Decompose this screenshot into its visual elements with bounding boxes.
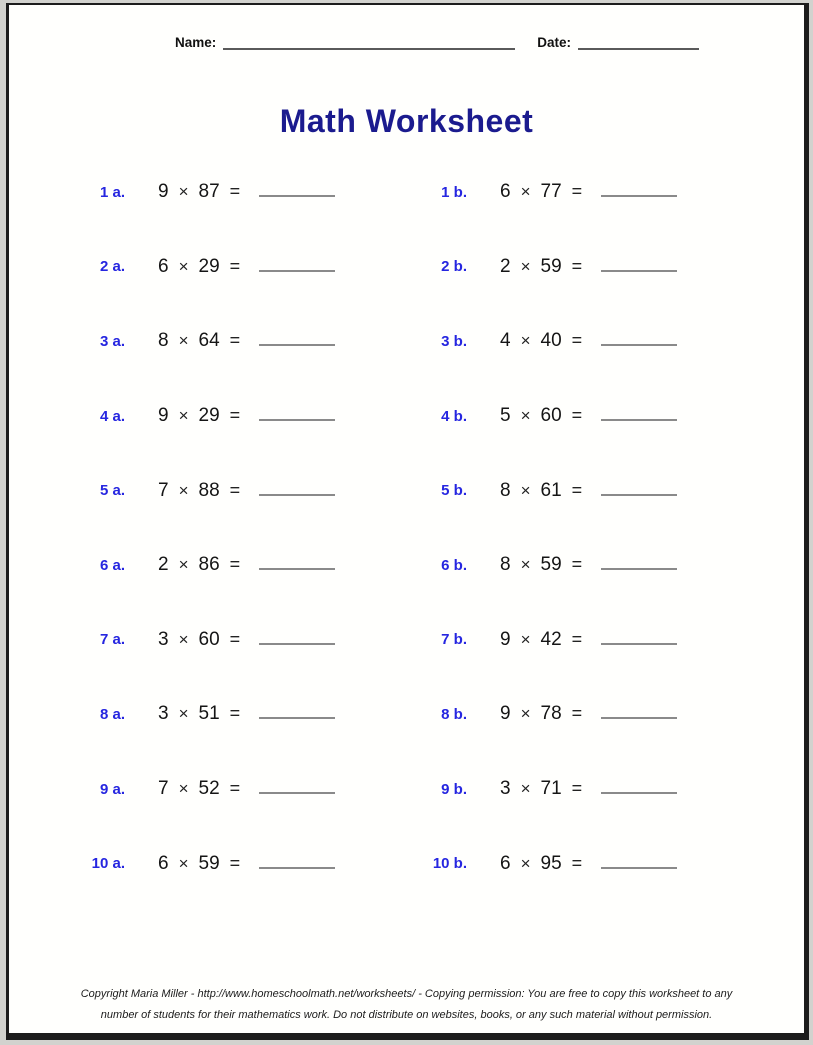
factor-2: 52 [198,778,220,800]
problem-10b [383,853,677,875]
problem-number-label: 7 a. [99,631,125,649]
factor-1: 8 [500,479,511,501]
multiplication-expression [500,703,677,725]
equals-sign: = [571,181,583,202]
problem-9b [383,778,677,800]
equals-sign: = [571,255,583,276]
problem-number-label: 10 a. [91,855,125,873]
answer-blank [259,258,335,272]
factor-1: 9 [500,703,511,725]
equals-sign: = [229,703,241,724]
multiplication-expression [158,181,383,203]
problem-number-label: 9 b. [441,780,467,798]
multiply-sign: × [178,256,189,276]
factor-1: 6 [158,852,169,874]
date-blank-line [578,37,699,50]
problem-number-label: 3 a. [99,332,125,350]
problem-1a [9,181,383,203]
problem-row [9,603,804,678]
problem-number-label: 6 a. [99,556,125,574]
multiply-sign: × [178,555,189,575]
problem-number-label: 6 b. [441,556,467,574]
date-label: Date: [537,35,572,50]
factor-1: 9 [158,405,169,427]
answer-blank [259,407,335,421]
problem-10a [9,853,383,875]
factor-2: 64 [198,330,220,352]
factor-2: 71 [540,778,562,800]
answer-blank [601,332,677,346]
problem-number-label: 1 b. [441,183,467,201]
answer-blank [259,780,335,794]
name-date-header [175,35,699,50]
name-blank-line [223,37,515,50]
equals-sign: = [571,852,583,873]
problem-7b [383,629,677,651]
multiplication-expression [500,778,677,800]
factor-1: 7 [158,778,169,800]
factor-2: 60 [540,405,562,427]
factor-1: 4 [500,330,511,352]
problem-number-label: 2 a. [99,258,125,276]
factor-1: 3 [500,778,511,800]
multiply-sign: × [178,629,189,649]
factor-1: 9 [158,181,169,203]
answer-blank [601,482,677,496]
answer-blank [601,855,677,869]
factor-2: 51 [198,703,220,725]
multiplication-expression [500,181,677,203]
answer-blank [601,183,677,197]
answer-blank [259,556,335,570]
answer-blank [601,258,677,272]
problem-number-label: 7 b. [441,631,467,649]
answer-blank [601,705,677,719]
problem-3b [383,330,677,352]
equals-sign: = [229,255,241,276]
equals-sign: = [229,330,241,351]
equals-sign: = [571,703,583,724]
multiplication-expression [158,853,383,875]
problem-number-label: 9 a. [99,780,125,798]
multiply-sign: × [520,704,531,724]
multiply-sign: × [178,182,189,202]
multiply-sign: × [520,480,531,500]
problems-grid [9,155,804,901]
problem-number-label: 8 b. [441,705,467,723]
page-title: Math Worksheet [279,103,534,139]
answer-blank [601,631,677,645]
problem-row [9,155,804,230]
equals-sign: = [229,479,241,500]
problem-row [9,230,804,305]
equals-sign: = [229,852,241,873]
factor-2: 87 [198,181,220,203]
multiplication-expression [500,256,677,278]
copyright-line-2: number of students for their mathematics work. Do not distribute on websites, books, or any such material without permission. [100,1008,713,1021]
factor-1: 2 [158,554,169,576]
multiply-sign: × [178,853,189,873]
multiplication-expression [158,703,383,725]
problem-number-label: 5 b. [441,482,467,500]
factor-2: 86 [198,554,220,576]
equals-sign: = [229,405,241,426]
factor-1: 2 [500,255,511,277]
factor-2: 59 [540,255,562,277]
copyright-footer [9,984,804,1025]
problem-number-label: 8 a. [99,705,125,723]
problem-row [9,379,804,454]
multiplication-expression [500,405,677,427]
problem-5a [9,480,383,502]
problem-number-label: 5 a. [99,482,125,500]
factor-1: 6 [500,181,511,203]
factor-2: 42 [540,628,562,650]
factor-2: 59 [540,554,562,576]
factor-1: 6 [158,255,169,277]
factor-1: 3 [158,703,169,725]
problem-number-label: 10 b. [432,855,467,873]
multiply-sign: × [178,779,189,799]
factor-2: 78 [540,703,562,725]
problem-6b [383,554,677,576]
multiply-sign: × [178,331,189,351]
multiply-sign: × [520,406,531,426]
factor-1: 3 [158,628,169,650]
multiplication-expression [500,330,677,352]
answer-blank [601,780,677,794]
multiply-sign: × [520,853,531,873]
answer-blank [259,705,335,719]
multiplication-expression [158,554,383,576]
multiplication-expression [158,256,383,278]
factor-2: 29 [198,255,220,277]
factor-2: 88 [198,479,220,501]
problem-row [9,528,804,603]
multiply-sign: × [520,256,531,276]
problem-8a [9,703,383,725]
multiplication-expression [158,480,383,502]
worksheet-page [6,3,809,1040]
multiply-sign: × [178,480,189,500]
equals-sign: = [229,181,241,202]
answer-blank [259,631,335,645]
equals-sign: = [571,554,583,575]
factor-1: 7 [158,479,169,501]
multiply-sign: × [520,182,531,202]
multiply-sign: × [520,555,531,575]
problem-4a [9,405,383,427]
multiplication-expression [158,629,383,651]
problem-number-label: 4 b. [441,407,467,425]
answer-blank [259,332,335,346]
multiply-sign: × [520,779,531,799]
factor-2: 60 [198,628,220,650]
factor-2: 40 [540,330,562,352]
equals-sign: = [571,778,583,799]
multiplication-expression [500,853,677,875]
problem-4b [383,405,677,427]
factor-1: 8 [158,330,169,352]
problem-row [9,677,804,752]
problem-9a [9,778,383,800]
equals-sign: = [229,554,241,575]
problem-row [9,453,804,528]
equals-sign: = [571,628,583,649]
problem-2b [383,256,677,278]
equals-sign: = [229,778,241,799]
problem-row [9,826,804,901]
problem-6a [9,554,383,576]
problem-row [9,752,804,827]
factor-2: 95 [540,852,562,874]
multiplication-expression [500,629,677,651]
factor-2: 61 [540,479,562,501]
equals-sign: = [229,628,241,649]
multiply-sign: × [520,331,531,351]
factor-1: 5 [500,405,511,427]
multiplication-expression [500,480,677,502]
copyright-line-1: Copyright Maria Miller - http://www.homeschoolmath.net/worksheets/ - Copying permission: You are free to copy this worksheet to any [80,988,733,1001]
answer-blank [601,556,677,570]
problem-number-label: 2 b. [441,258,467,276]
factor-2: 77 [540,181,562,203]
name-label: Name: [175,35,217,50]
factor-1: 8 [500,554,511,576]
equals-sign: = [571,330,583,351]
answer-blank [259,855,335,869]
problem-3a [9,330,383,352]
problem-5b [383,480,677,502]
multiplication-expression [158,330,383,352]
multiplication-expression [158,405,383,427]
answer-blank [601,407,677,421]
multiplication-expression [500,554,677,576]
equals-sign: = [571,479,583,500]
factor-2: 59 [198,852,220,874]
factor-1: 6 [500,852,511,874]
problem-number-label: 1 a. [99,183,125,201]
factor-2: 29 [198,405,220,427]
multiply-sign: × [178,406,189,426]
multiplication-expression [158,778,383,800]
problem-2a [9,256,383,278]
multiply-sign: × [520,629,531,649]
factor-1: 9 [500,628,511,650]
problem-8b [383,703,677,725]
problem-7a [9,629,383,651]
problem-row [9,304,804,379]
multiply-sign: × [178,704,189,724]
problem-number-label: 4 a. [99,407,125,425]
problem-1b [383,181,677,203]
equals-sign: = [571,405,583,426]
problem-number-label: 3 b. [441,332,467,350]
answer-blank [259,482,335,496]
answer-blank [259,183,335,197]
